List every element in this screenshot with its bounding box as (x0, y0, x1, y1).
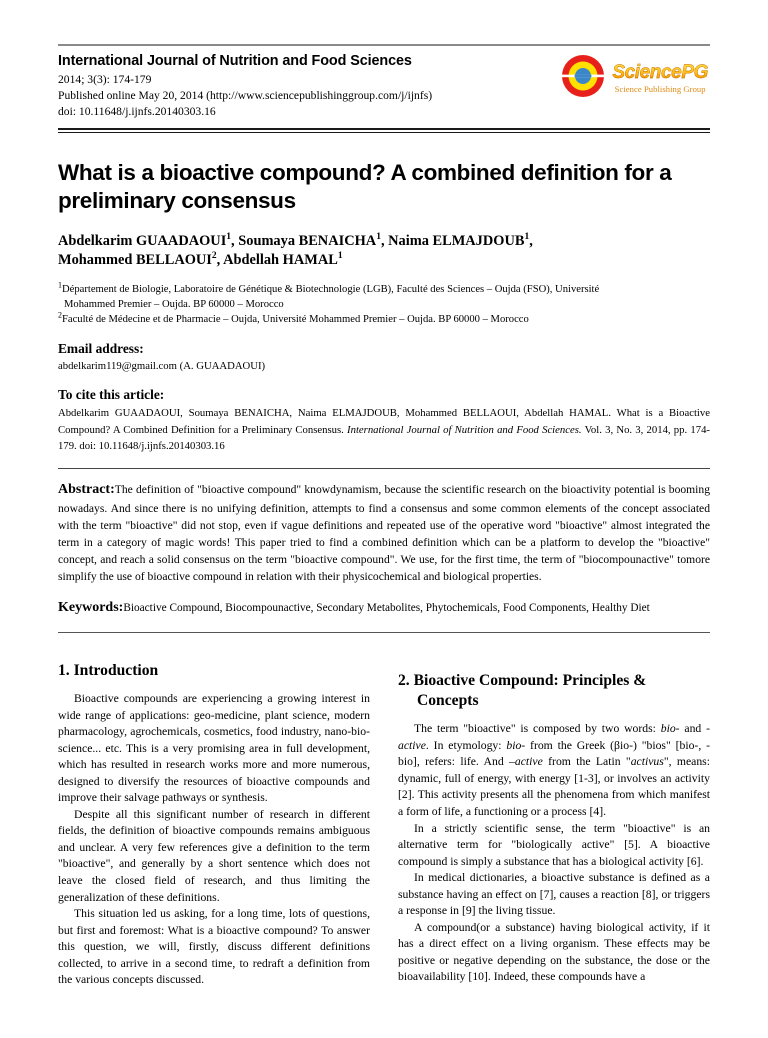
paragraph: Despite all this significant number of research in different fields, the definition of bioactive compounds remains ambiguous and unclear. A very few references give a definition to the term "bioactive", and generally by a short sentence which does not leave the closed field of research, and thus limiting the generalization of these definitions. (58, 807, 370, 904)
body-columns (58, 661, 710, 989)
paragraph-etymology (398, 721, 710, 820)
masthead-text (58, 52, 561, 119)
author-affiliation-marker: 1 (524, 232, 530, 243)
keywords-list: Bioactive Compound, Biocompounactive, Secondary Metabolites, Phytochemicals, Food Components, Healthy Diet (123, 602, 650, 615)
text-run: from the Latin " (542, 755, 631, 769)
publisher-logo (561, 54, 710, 103)
italic-term: bio- (660, 722, 680, 736)
article-title: What is a bioactive compound? A combined definition for a preliminary consensus (58, 160, 672, 214)
affiliation-marker: 2 (58, 310, 62, 320)
author-name: , Abdellah HAMAL (216, 251, 338, 268)
citation-heading: To cite this article: (58, 387, 165, 403)
section-heading-introduction: 1. Introduction (58, 661, 159, 679)
top-rule (58, 44, 710, 46)
paragraph: Bioactive compounds are experiencing a growing interest in wide range of applications: geo-medicine, plant science, modern pharmacology, agrochemicals, cosmetics, food industry, nano-bio-science... etc. This is a very promising area in full development, which has resulted in research works more and more numerous, designed to diversify the resources of bioactive compounds and improve their salvage pathways or synthesis. (58, 692, 370, 805)
affiliation-marker: 1 (58, 280, 62, 290)
author-affiliation-marker: 1 (337, 251, 343, 262)
abstract-label: Abstract: (58, 482, 115, 498)
affiliation-text: Faculté de Médecine et de Pharmacie – Oujda, Université Mohammed Premier – Oujda. BP 60000 – Morocco (62, 314, 529, 326)
author-name: Abdelkarim GUAADAOUI (58, 232, 227, 249)
affiliation-list (58, 282, 710, 328)
paragraph: In a strictly scientific sense, the term "bioactive" is an alternative term for "biologically active" [5]. A bioactive compound is simply a substance that has a biological activity [6]. (398, 821, 710, 868)
abstract-top-rule (58, 468, 710, 469)
keywords-label: Keywords: (58, 600, 124, 616)
affiliation-text: Département de Biologie, Laboratoire de Génétique & Biotechnologie (LGB), Faculté des Sciences – Oujda (FSO), Université (62, 283, 600, 295)
concentric-circles-icon (561, 54, 605, 103)
abstract-text: The definition of "bioactive compound" knowdynamism, because the scientific research on the bioactivity potential is booming nowadays. And since there is no unifying definition, attempts to find a consensus and some common elements of the concept associated with the term "bioactive" did not stop, even if vague definitions and repeated use of the operative word "bioactive" almost integrated the term in a category of magic words! This paper tried to find a combined definition which can be a platform to develop the "bioactive" concept, and reach a solid consensus on the term "bioactive compound". We use, for the first time, the term of "biocompounactive" tomore simplify the use of bioactive compound in relation with their physicochemical and biological properties. (58, 483, 710, 583)
keywords-bottom-rule (58, 632, 710, 633)
citation-text-part-2: Vol. 3, No. 3, 2014, pp. 174-179. doi: 10.11648/j.ijnfs.20140303.16 (58, 423, 710, 453)
keywords (58, 598, 710, 618)
journal-published-line: Published online May 20, 2014 (http://www.sciencepublishinggroup.com/j/ijnfs) (58, 88, 433, 102)
author-line-2 (58, 251, 710, 270)
affiliation-item (58, 312, 710, 327)
text-run: The term "bioactive" is composed by two words: (414, 722, 661, 736)
italic-term: –active (509, 755, 543, 769)
right-column (398, 661, 710, 989)
italic-term: activus (630, 755, 664, 769)
author-name: Mohammed BELLAOUI (58, 251, 212, 268)
abstract (58, 480, 710, 585)
publisher-subtitle: Science Publishing Group (614, 84, 706, 95)
author-separator: , (529, 232, 533, 249)
affiliation-item (58, 282, 710, 313)
author-name: , Naima ELMAJDOUB (380, 232, 525, 249)
author-affiliation-marker: 1 (226, 232, 232, 243)
header-bottom-rule (58, 128, 710, 133)
italic-term: bio- (506, 738, 526, 752)
email-heading: Email address: (58, 340, 144, 356)
article-page (0, 44, 768, 1038)
text-run: from the Greek (βio-) "bios" [bio-, -bio], refers: life. And (398, 738, 710, 769)
italic-term: -active (398, 722, 710, 752)
citation-text (58, 405, 710, 454)
author-line-1 (58, 232, 710, 251)
left-column (58, 661, 370, 989)
masthead (58, 52, 710, 119)
paragraph: In medical dictionaries, a bioactive substance is defined as a substance having an effect on [7], causes a reaction [8], or triggers a response in [9] the living tissue. (398, 871, 710, 918)
author-affiliation-marker: 2 (211, 251, 217, 262)
journal-title: International Journal of Nutrition and Food Sciences (58, 53, 412, 69)
citation-journal-name: International Journal of Nutrition and Food Sciences. (347, 423, 582, 436)
text-run: . In etymology: (425, 738, 507, 752)
text-run: ", means: dynamic, full of energy, with energy [1-3], or involves an activity [2]. This activity presents all the phenomena from which manifest a form of life, a functioning or a process [4]. (398, 755, 710, 818)
author-name: , Soumaya BENAICHA (231, 232, 377, 249)
journal-doi-line: doi: 10.11648/j.ijnfs.20140303.16 (58, 104, 216, 118)
citation-text-part-1: Abdelkarim GUAADAOUI, Soumaya BENAICHA, Naima ELMAJDOUB, Mohammed BELLAOUI, Abdellah HAMAL. What is a Bioactive Compound? A Combined Definition for a Preliminary Consensus. (58, 407, 710, 436)
section-heading-bioactive-compound: 2. Bioactive Compound: Principles & Concepts (398, 671, 647, 709)
email-address[interactable]: abdelkarim119@gmail.com (A. GUAADAOUI) (58, 359, 266, 372)
paragraph: This situation led us asking, for a long time, lots of questions, but first and foremost: What is a bioactive compound? To answer this question, we will, firstly, discuss different definitions collected, to arrive in a second time, to redraft a definition from the various concepts discussed. (58, 907, 370, 987)
paragraph: A compound(or a substance) having biological activity, if it has a direct effect on a living organism. These effects may be positive or negative depending on the substance, the dose or the bioavailability [10]. Indeed, these compounds have a (398, 920, 710, 984)
publisher-logo-text (612, 63, 708, 94)
journal-volume-line: 2014; 3(3): 174-179 (58, 73, 152, 86)
author-affiliation-marker: 1 (376, 232, 381, 243)
author-list (58, 232, 710, 270)
publisher-wordmark: SciencePG (612, 62, 708, 84)
text-run: and (679, 722, 707, 736)
affiliation-text-continued: Mohammed Premier – Oujda. BP 60000 – Morocco (64, 299, 284, 311)
